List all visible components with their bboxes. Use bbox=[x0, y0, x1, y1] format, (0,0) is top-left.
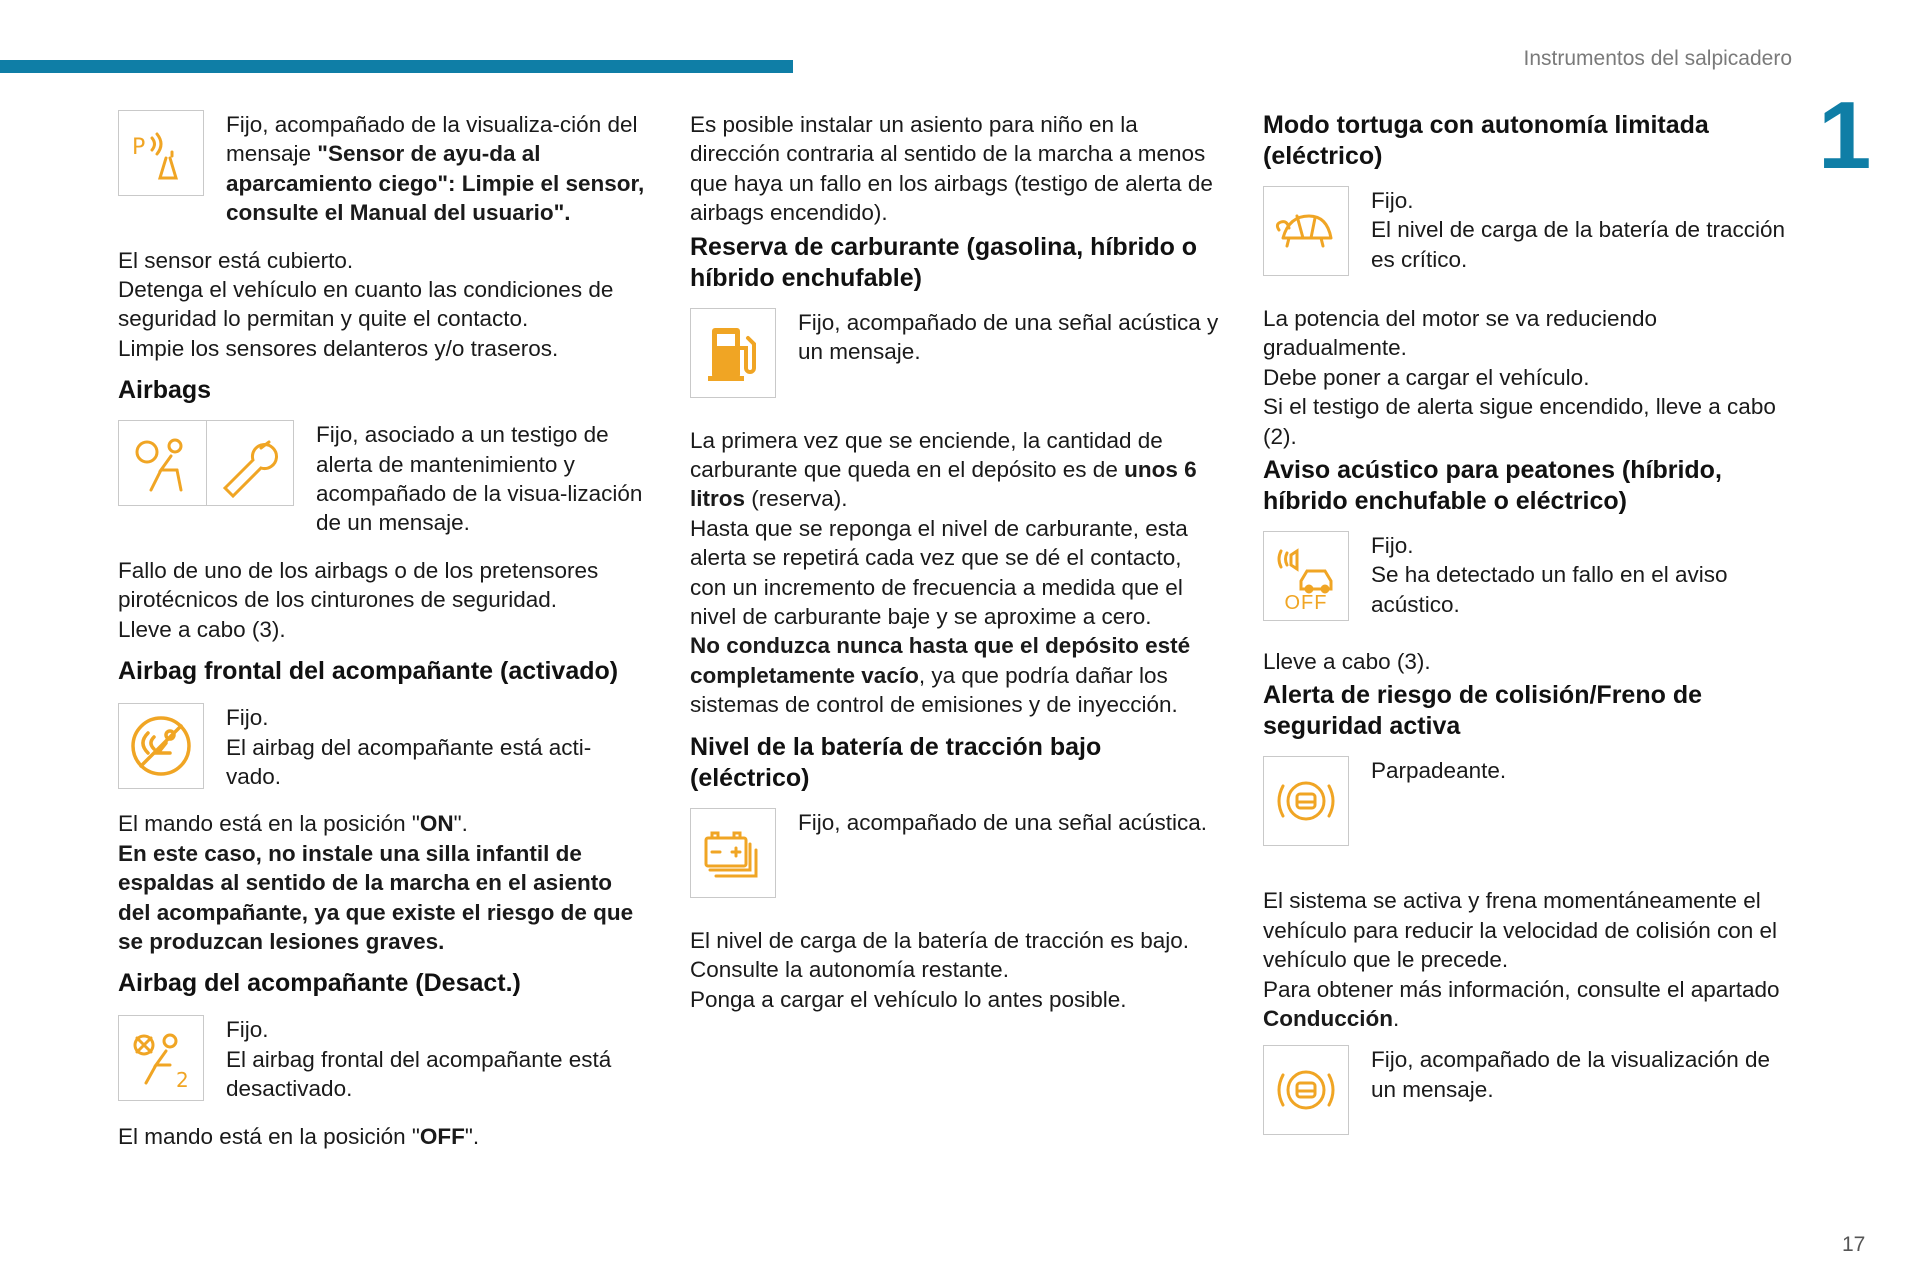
column-left bbox=[118, 110, 646, 1151]
traction-battery-icon bbox=[690, 808, 776, 898]
turtle-mode-heading: Modo tortuga con autonomía limitada (eléctrico) bbox=[1263, 111, 1709, 170]
airbags-body-2: Lleve a cabo (3). bbox=[118, 616, 286, 642]
park-body-3: Limpie los sensores delanteros y/o traseros. bbox=[118, 335, 559, 361]
airbags-text: Fijo, asociado a un testigo de alerta de mantenimiento y acompañado de la visua-lización de un mensaje. bbox=[316, 422, 643, 536]
page-number: 17 bbox=[1842, 1233, 1866, 1256]
front-airbag-on-heading: Airbag frontal del acompañante (activado) bbox=[118, 657, 619, 686]
ped-text-2: Se ha detectado un fallo en el aviso acústico. bbox=[1371, 562, 1728, 617]
turtle-text-2: El nivel de carga de la batería de tracción es crítico. bbox=[1371, 217, 1785, 272]
header-accent-bar bbox=[0, 60, 793, 73]
svg-text:2: 2 bbox=[176, 1068, 189, 1093]
fuel-warning: No conduzca nunca hasta que el depósito esté completamente vacío, ya que podría dañar los sistemas de control de emisiones y de inyección. bbox=[690, 633, 1191, 718]
pedestrian-icon-off-label: OFF bbox=[1284, 591, 1328, 614]
svg-text:P: P bbox=[132, 135, 146, 160]
column-right bbox=[1263, 110, 1795, 1153]
ped-text-1: Fijo. bbox=[1371, 533, 1414, 559]
battery-body-2: Consulte la autonomía restante. bbox=[690, 957, 1009, 983]
collision-brake-icon bbox=[1263, 756, 1349, 846]
turtle-icon bbox=[1263, 186, 1349, 276]
turtle-text-1: Fijo. bbox=[1371, 188, 1414, 213]
front-on-body: El mando está en la posición "ON". bbox=[118, 811, 468, 837]
collision-body-2: Para obtener más información, consulte el apartado Conducción. bbox=[1263, 976, 1780, 1032]
fuel-reserve-text: Fijo, acompañado de una señal acústica y un mensaje. bbox=[798, 309, 1219, 365]
off-body: El mando está en la posición "OFF". bbox=[118, 1123, 480, 1149]
passenger-airbag-off-icon bbox=[118, 1015, 204, 1101]
off-text-1: Fijo. bbox=[226, 1017, 269, 1043]
fuel-body-2: Hasta que se reponga el nivel de carburante, esta alerta se repetirá cada vez que se dé el contacto, con un incremento de frecuencia a medida que el nivel de carburante baje y se aproxime a cero. bbox=[690, 515, 1188, 630]
battery-body-3: Ponga a cargar el vehículo lo antes posible. bbox=[690, 986, 1127, 1012]
turtle-mode-item bbox=[1263, 186, 1795, 276]
collision-brake-fixed-icon bbox=[1263, 1045, 1349, 1135]
collision-text: Parpadeante. bbox=[1371, 758, 1507, 784]
pedestrian-sound-off-icon bbox=[1263, 531, 1349, 621]
airbag-icon bbox=[119, 421, 206, 505]
ped-body: Lleve a cabo (3). bbox=[1263, 649, 1431, 675]
fuel-pump-icon bbox=[690, 308, 776, 398]
battery-low-item bbox=[690, 808, 1220, 898]
fuel-reserve-item bbox=[690, 308, 1220, 398]
chapter-number: 1 bbox=[1818, 82, 1872, 189]
collision-alert-item bbox=[1263, 756, 1795, 846]
wrench-icon bbox=[206, 421, 294, 505]
front-on-warning: En este caso, no instale una silla infantil de espaldas al sentido de la marcha en el asiento del acompañante, ya que existe el riesgo de que se produzcan lesiones graves. bbox=[118, 840, 634, 954]
front-airbag-on-item bbox=[118, 703, 646, 791]
collision-fixed-item bbox=[1263, 1045, 1795, 1135]
park-body-2: Detenga el vehículo en cuanto las condiciones de seguridad lo permitan y quite el contacto. bbox=[118, 277, 614, 332]
parking-sensor-blind-icon bbox=[118, 110, 204, 196]
battery-low-text: Fijo, acompañado de una señal acústica. bbox=[798, 809, 1208, 835]
fuel-body-1: La primera vez que se enciende, la cantidad de carburante que queda en el depósito es de unos 6 litros (reserva). bbox=[690, 427, 1197, 512]
column-middle bbox=[690, 110, 1220, 1014]
airbags-item bbox=[118, 420, 646, 538]
airbags-icon-group bbox=[118, 420, 294, 506]
parking-sensor-text: Fijo, acompañado de la visualiza-ción del mensaje "Sensor de ayu-da al aparcamiento ciego": Limpie el sensor, consulte el Manual del usuario". bbox=[226, 112, 645, 226]
child-seat-intro: Es posible instalar un asiento para niño en la dirección contraria al sentido de la marcha a menos que haya un fallo en los airbags (testigo de alerta de airbags encendido). bbox=[690, 112, 1213, 226]
fuel-reserve-heading: Reserva de carburante (gasolina, híbrido o híbrido enchufable) bbox=[690, 232, 1198, 292]
turtle-body-3: Si el testigo de alerta sigue encendido, lleve a cabo (2). bbox=[1263, 394, 1776, 449]
passenger-airbag-on-icon bbox=[118, 703, 204, 789]
off-text-2: El airbag frontal del acompañante está desactivado. bbox=[226, 1046, 612, 1102]
airbags-heading: Airbags bbox=[118, 376, 212, 405]
collision-body-1: El sistema se activa y frena momentáneamente el vehículo para reducir la velocidad de colisión con el vehículo que le precede. bbox=[1263, 888, 1778, 973]
front-on-text-2: El airbag del acompañante está acti-vado. bbox=[226, 734, 592, 789]
airbag-off-item bbox=[118, 1015, 646, 1103]
collision-fixed-text: Fijo, acompañado de la visualización de un mensaje. bbox=[1371, 1047, 1770, 1102]
collision-alert-heading: Alerta de riesgo de colisión/Freno de seguridad activa bbox=[1263, 681, 1702, 741]
turtle-body-2: Debe poner a cargar el vehículo. bbox=[1263, 364, 1590, 390]
turtle-body-1: La potencia del motor se va reduciendo gradualmente. bbox=[1263, 306, 1658, 361]
section-title: Instrumentos del salpicadero bbox=[1523, 47, 1792, 70]
park-body-1: El sensor está cubierto. bbox=[118, 247, 354, 273]
pedestrian-alert-item bbox=[1263, 531, 1795, 621]
battery-low-heading: Nivel de la batería de tracción bajo (eléctrico) bbox=[690, 732, 1102, 792]
battery-body-1: El nivel de carga de la batería de tracción es bajo. bbox=[690, 927, 1190, 953]
airbags-body-1: Fallo de uno de los airbags o de los pretensores pirotécnicos de los cinturones de seguridad. bbox=[118, 557, 599, 613]
front-on-text-1: Fijo. bbox=[226, 705, 269, 731]
pedestrian-alert-heading: Aviso acústico para peatones (híbrido, híbrido enchufable o eléctrico) bbox=[1263, 456, 1722, 516]
parking-sensor-item bbox=[118, 110, 646, 228]
airbag-off-heading: Airbag del acompañante (Desact.) bbox=[118, 969, 521, 998]
